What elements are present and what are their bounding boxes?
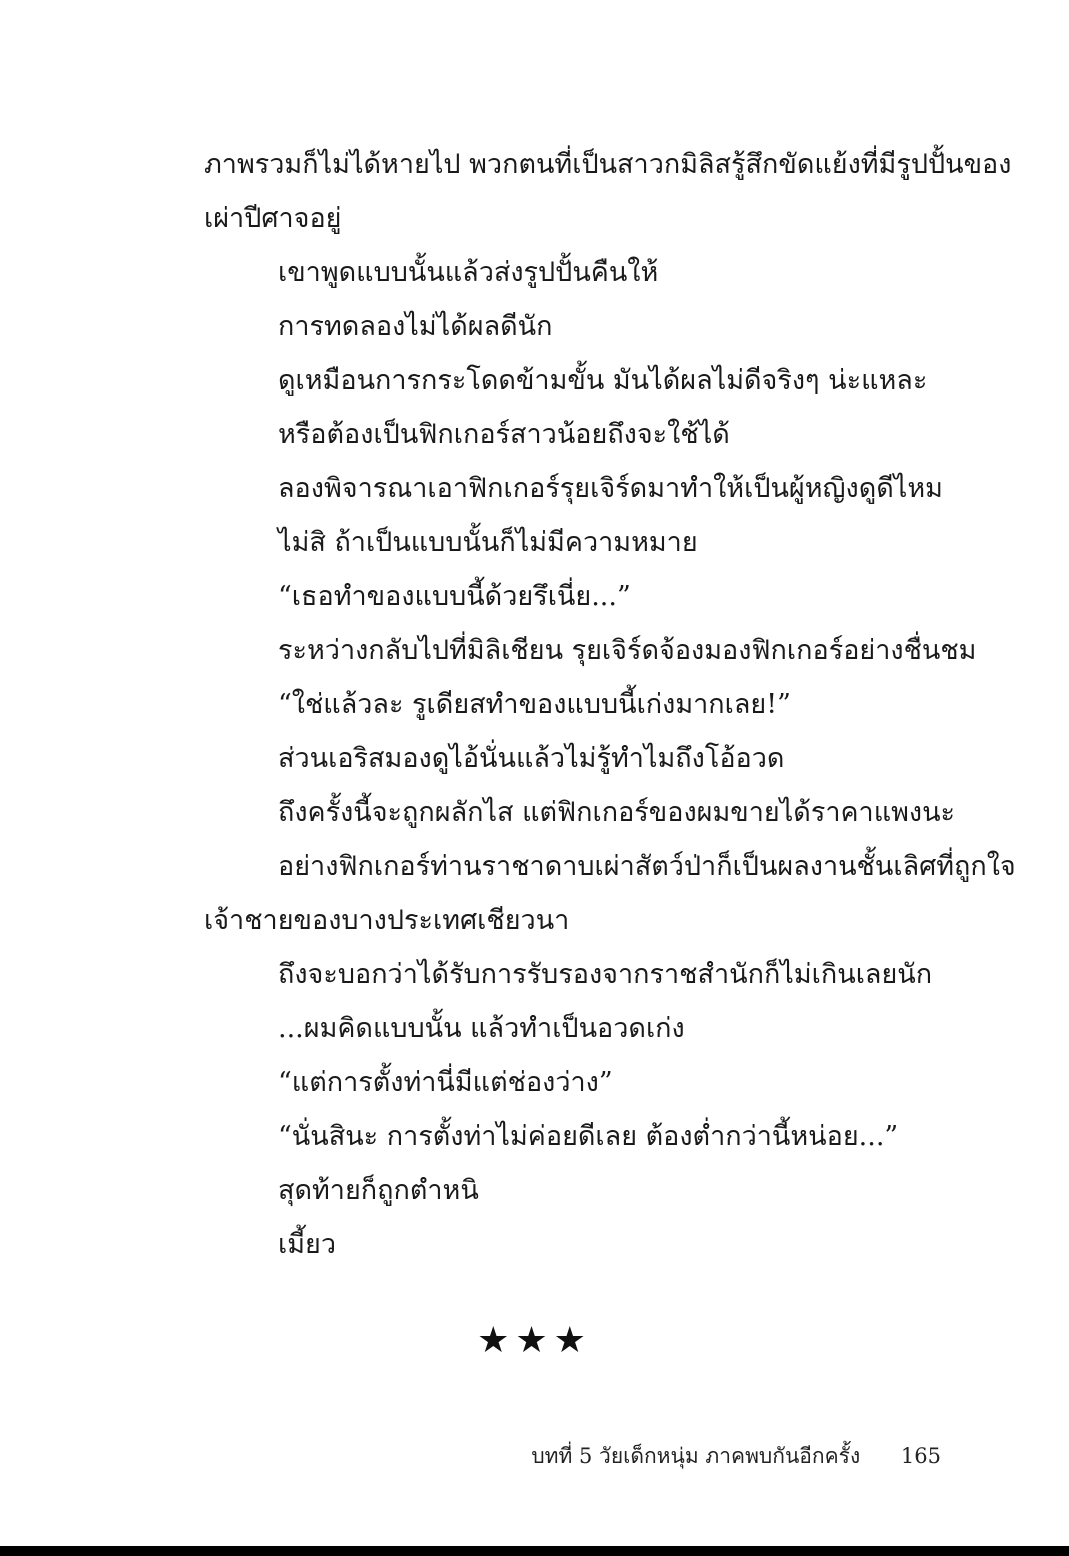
paragraph: “ใช่แล้วละ รูเดียสทำของแบบนี้เก่งมากเลย!” (278, 689, 791, 720)
page-number: 165 (900, 1444, 941, 1468)
paragraph: หรือต้องเป็นฟิกเกอร์สาวน้อยถึงจะใช้ได้ (278, 419, 730, 450)
paragraph: ถึงครั้งนี้จะถูกผลักไส แต่ฟิกเกอร์ของผมขายได้ราคาแพงนะ (278, 797, 956, 828)
chapter-title: บทที่ 5 วัยเด็กหนุ่ม ภาคพบกันอีกครั้ง (531, 1444, 861, 1468)
paragraph: เมี้ยว (278, 1229, 337, 1260)
paragraph: ...ผมคิดแบบนั้น แล้วทำเป็นอวดเก่ง (278, 1013, 685, 1044)
paragraph: “นั่นสินะ การตั้งท่าไม่ค่อยดีเลย ต้องต่ำกว่านี้หน่อย...” (278, 1121, 899, 1152)
section-separator-stars: ★★★ (477, 1320, 592, 1361)
body-text (204, 138, 1016, 1272)
paragraph: ลองพิจารณาเอาฟิกเกอร์รุยเจิร์ดมาทำให้เป็นผู้หญิงดูดีไหม (278, 473, 943, 504)
paragraph (204, 138, 1012, 246)
paragraph: “แต่การตั้งท่านี่มีแต่ช่องว่าง” (278, 1067, 613, 1098)
paragraph: ถึงจะบอกว่าได้รับการรับรองจากราชสำนักก็ไม่เกินเลยนัก (278, 959, 933, 990)
paragraph: สุดท้ายก็ถูกตำหนิ (278, 1175, 479, 1206)
paragraph (204, 840, 1016, 948)
bottom-edge-bar (0, 1546, 1069, 1556)
paragraph-line: อย่างฟิกเกอร์ท่านราชาดาบเผ่าสัตว์ป่าก็เป็นผลงานชั้นเลิศที่ถูกใจ (278, 851, 1016, 882)
paragraph: เขาพูดแบบนั้นแล้วส่งรูปปั้นคืนให้ (278, 257, 659, 288)
paragraph-line: ภาพรวมก็ไม่ได้หายไป พวกตนที่เป็นสาวกมิลิสรู้สึกขัดแย้งที่มีรูปปั้นของ (204, 149, 1012, 180)
paragraph: “เธอทำของแบบนี้ด้วยรึเนี่ย...” (278, 581, 631, 612)
paragraph: ส่วนเอริสมองดูไอ้นั่นแล้วไม่รู้ทำไมถึงโอ้อวด (278, 743, 785, 774)
paragraph: ระหว่างกลับไปที่มิลิเชียน รุยเจิร์ดจ้องมองฟิกเกอร์อย่างชื่นชม (278, 635, 977, 666)
paragraph: ดูเหมือนการกระโดดข้ามขั้น มันได้ผลไม่ดีจริงๆ น่ะแหละ (278, 365, 928, 396)
paragraph-line: เจ้าชายของบางประเทศเชียวนา (204, 905, 570, 936)
paragraph: ไม่สิ ถ้าเป็นแบบนั้นก็ไม่มีความหมาย (278, 527, 698, 558)
page-footer (531, 1440, 941, 1473)
paragraph: การทดลองไม่ได้ผลดีนัก (278, 311, 553, 342)
paragraph-line: เผ่าปีศาจอยู่ (204, 203, 342, 234)
